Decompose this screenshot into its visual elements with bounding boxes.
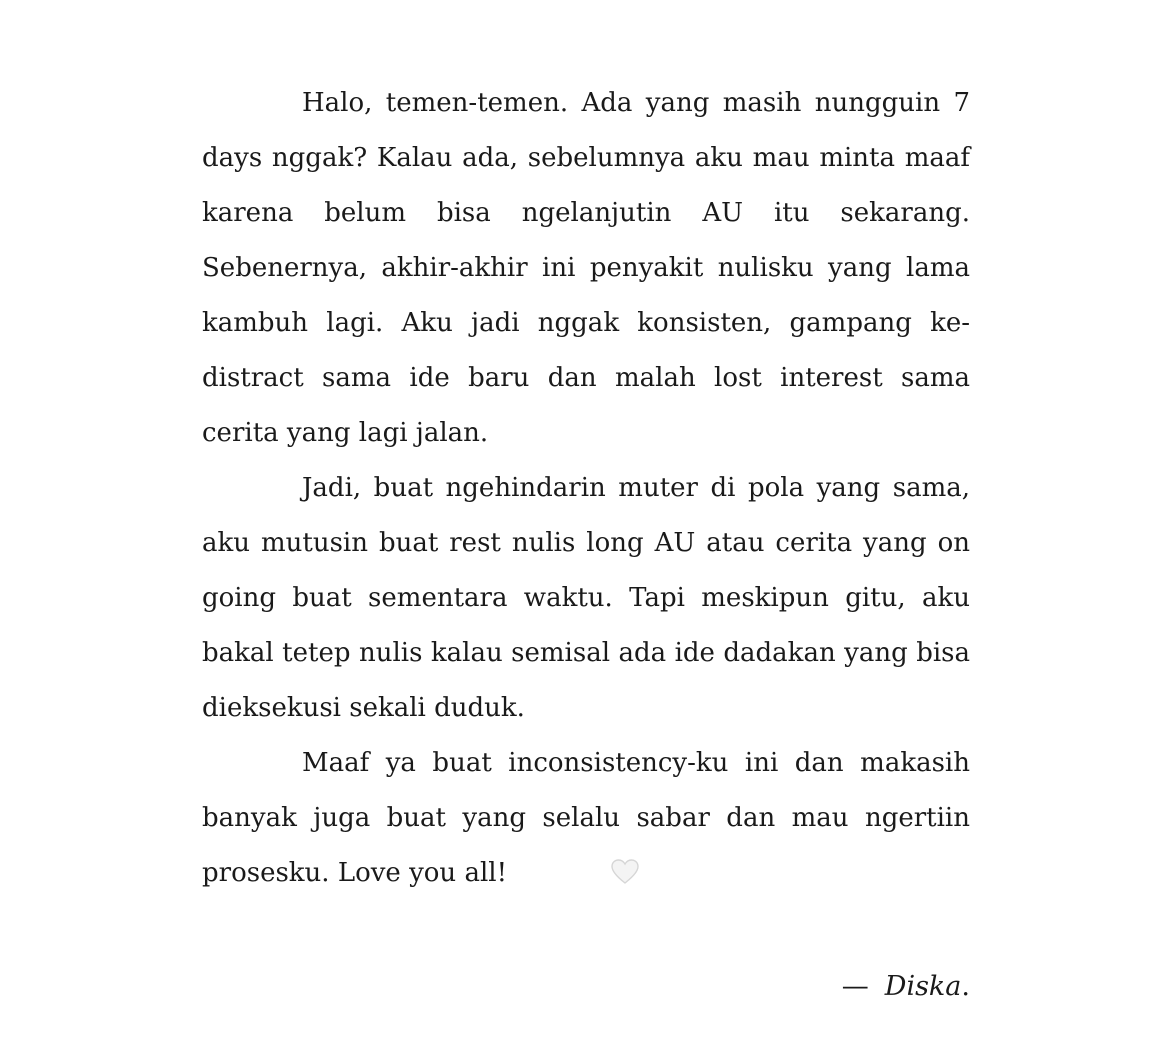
paragraph-3 [202, 736, 970, 905]
paragraph-3-text: Maaf ya buat inconsistency-ku ini dan makasih banyak juga buat yang selalu sabar dan mau ngertiin prosesku. Love you all! [202, 748, 970, 888]
signature-name: Diska [884, 971, 962, 1002]
paragraph-1: Halo, temen-temen. Ada yang masih nungguin 7 days nggak? Kalau ada, sebelumnya aku mau minta maaf karena belum bisa ngelanjutin AU itu sekarang. Sebenernya, akhir-akhir ini penyakit nulisku yang lama kambuh lagi. Aku jadi nggak konsisten, gampang ke-distract sama ide baru dan malah lost interest sama cerita yang lagi jalan. [202, 88, 970, 448]
paragraph-2: Jadi, buat ngehindarin muter di pola yang sama, aku mutusin buat rest nulis long AU atau cerita yang on going buat sementara waktu. Tapi meskipun gitu, aku bakal tetep nulis kalau semisal ada ide dadakan yang bisa dieksekusi sekali duduk. [202, 473, 970, 723]
signature [842, 962, 970, 1012]
signature-period: . [961, 971, 970, 1002]
signature-dash: — [841, 971, 869, 1002]
note-body [202, 76, 970, 905]
white-heart-icon [511, 850, 639, 905]
